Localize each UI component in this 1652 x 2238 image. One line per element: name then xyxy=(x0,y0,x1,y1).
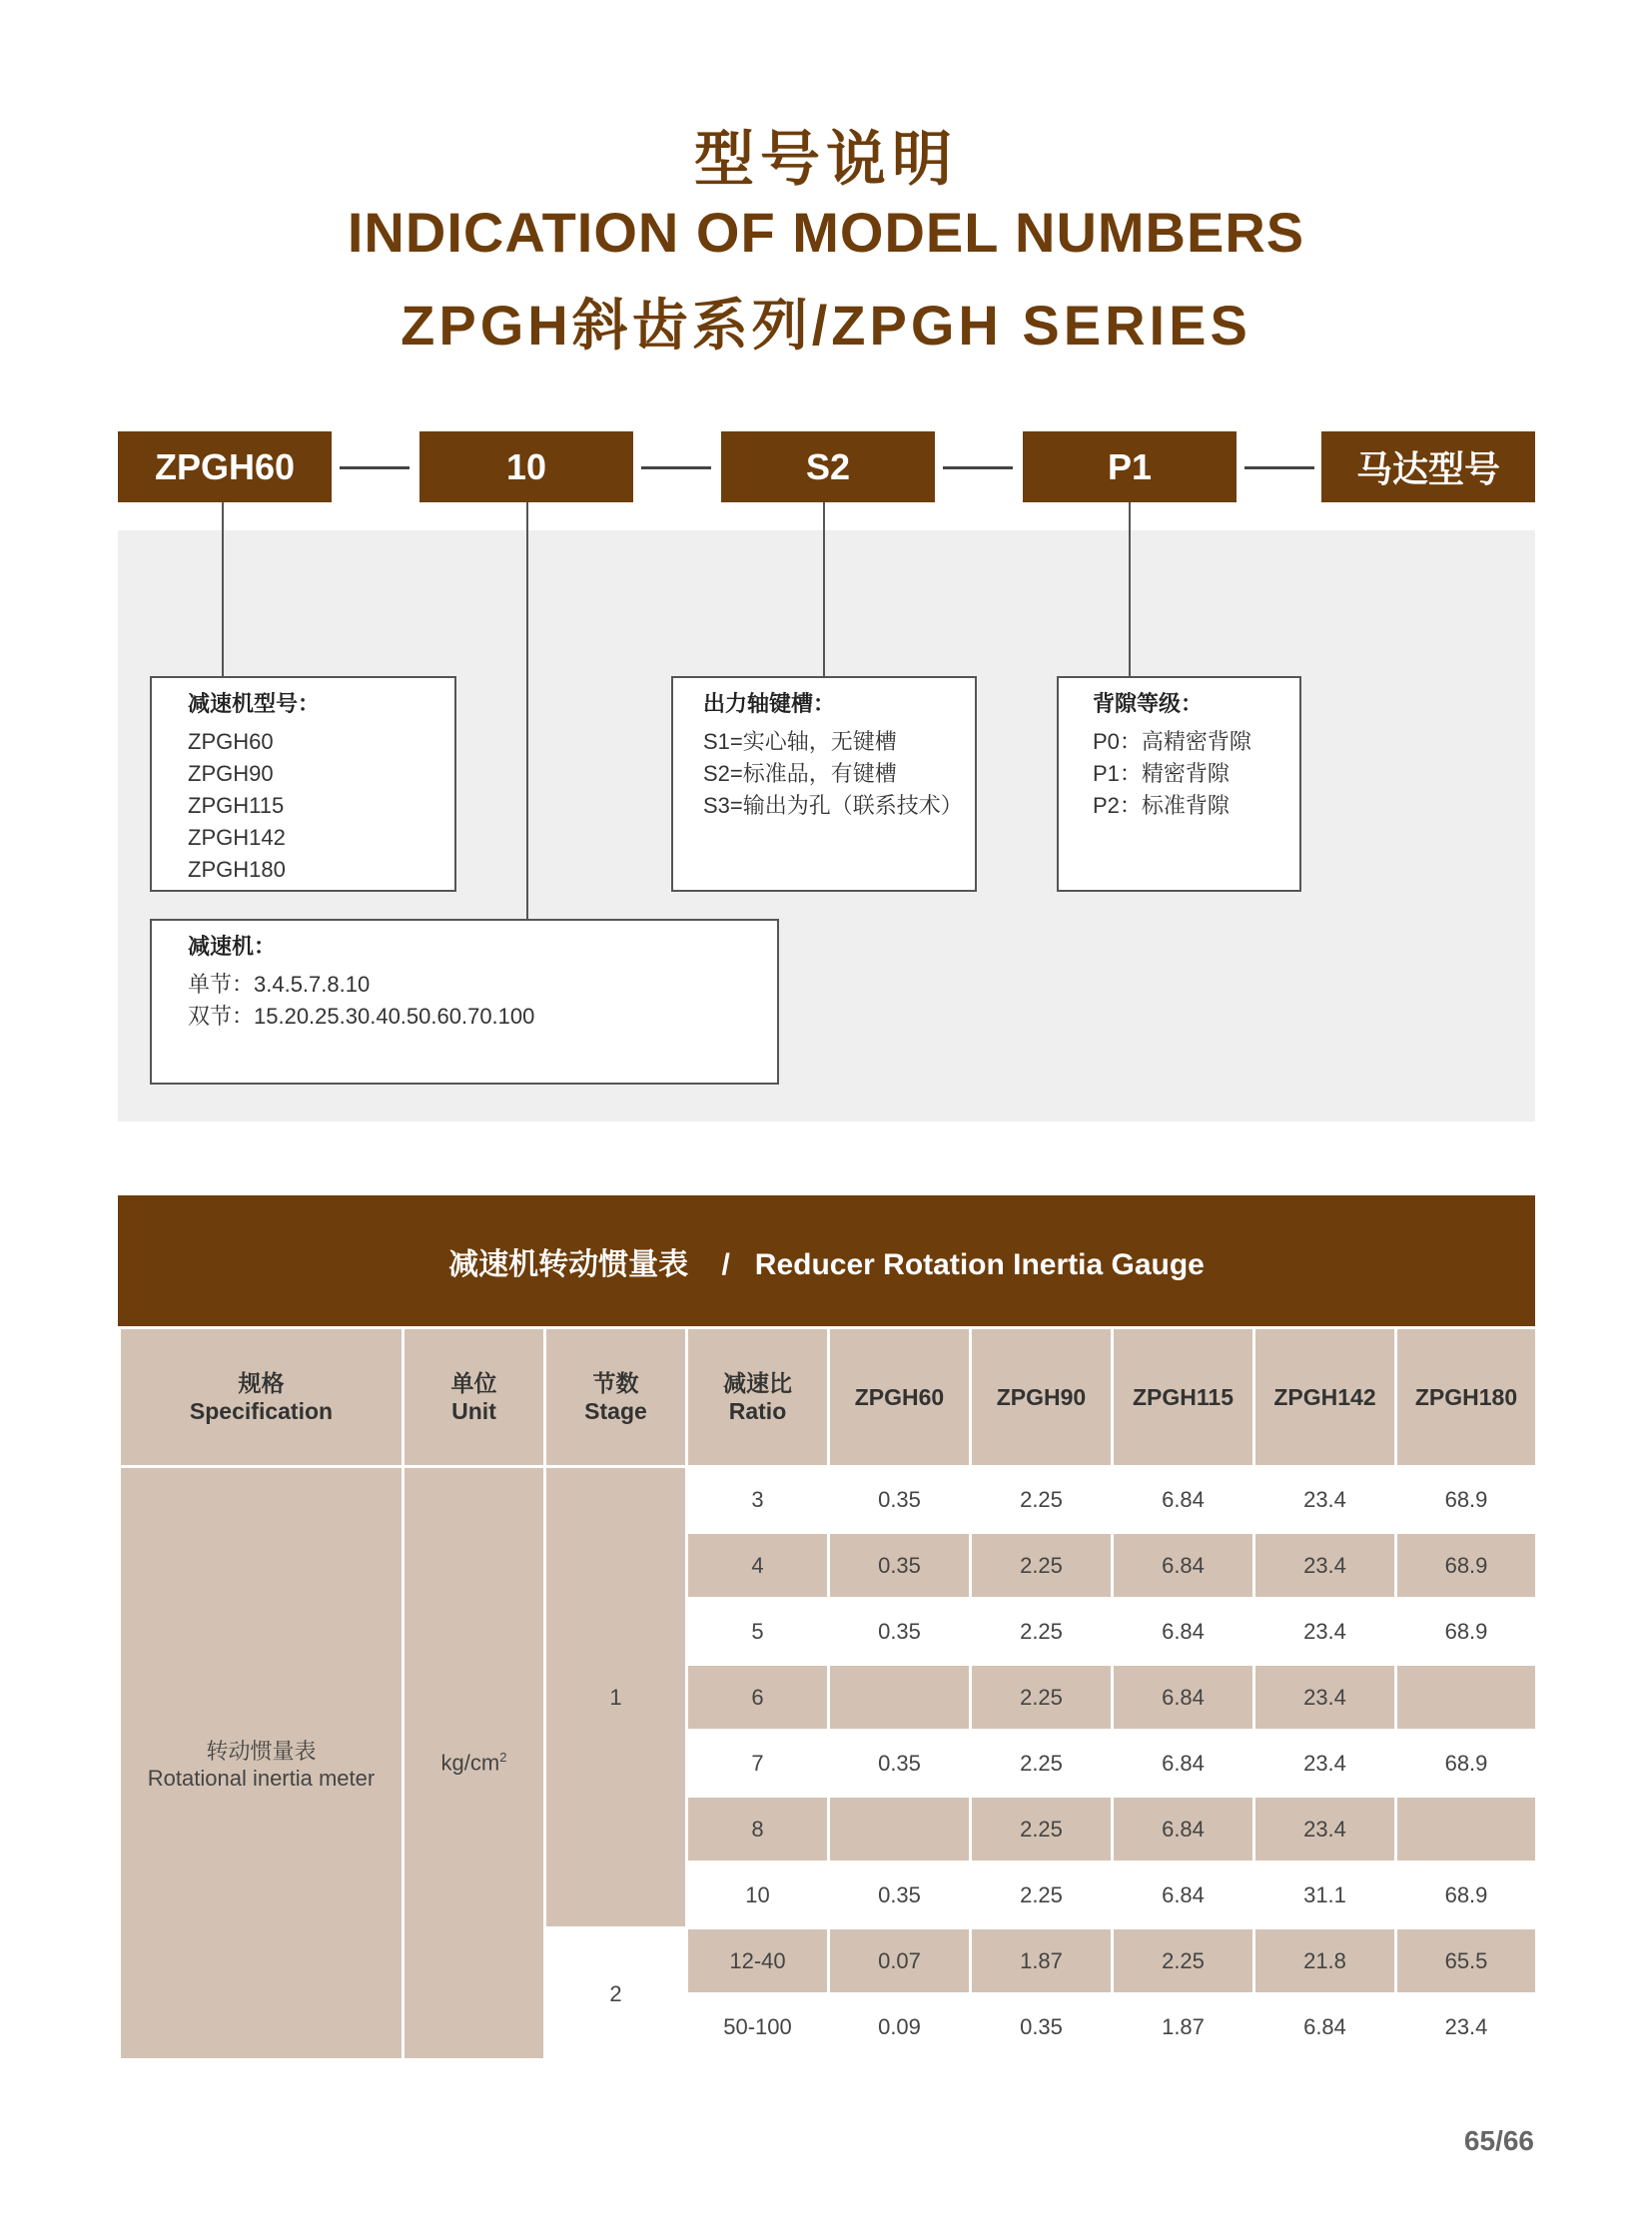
legend-backlash xyxy=(1057,676,1301,892)
legend-item: P0：高精密背隙 xyxy=(1093,729,1251,754)
value-cell: 0.35 xyxy=(971,1994,1113,2060)
table-title-text: 减速机转动惯量表 / Reducer Rotation Inertia Gauge xyxy=(448,1247,1205,1281)
ratio-cell: 5 xyxy=(687,1599,829,1665)
value-cell: 65.5 xyxy=(1396,1928,1537,1994)
value-cell: 68.9 xyxy=(1396,1467,1537,1533)
value-cell: 23.4 xyxy=(1254,1599,1396,1665)
value-cell: 6.84 xyxy=(1113,1467,1254,1533)
code-dash xyxy=(340,466,410,469)
value-cell: 68.9 xyxy=(1396,1731,1537,1797)
ratio-cell: 10 xyxy=(687,1863,829,1928)
header-zpgh60: ZPGH60 xyxy=(829,1328,971,1467)
value-cell: 2.25 xyxy=(971,1863,1113,1928)
code-motor: 马达型号 xyxy=(1321,431,1535,502)
value-cell: 1.87 xyxy=(971,1928,1113,1994)
header-spec: 规格 Specification xyxy=(120,1328,404,1467)
page-number: 65/66 xyxy=(1463,2125,1534,2156)
legend-item: ZPGH115 xyxy=(188,793,285,818)
code-model: ZPGH60 xyxy=(118,431,332,502)
header-stage: 节数 Stage xyxy=(545,1328,687,1467)
value-cell: 0.35 xyxy=(829,1533,971,1599)
ratio-cell: 6 xyxy=(687,1665,829,1731)
value-cell: 23.4 xyxy=(1254,1533,1396,1599)
value-cell: 0.09 xyxy=(829,1994,971,2060)
inertia-table xyxy=(118,1326,1538,2061)
value-cell: 6.84 xyxy=(1113,1797,1254,1863)
title-english: INDICATION OF MODEL NUMBERS xyxy=(347,201,1305,264)
table-row xyxy=(120,1467,1537,1533)
value-cell: 0.07 xyxy=(829,1928,971,1994)
value-cell xyxy=(1396,1665,1537,1731)
code-ratio: 10 xyxy=(419,431,633,502)
ratio-cell: 50-100 xyxy=(687,1994,829,2060)
value-cell: 23.4 xyxy=(1254,1665,1396,1731)
value-cell: 31.1 xyxy=(1254,1863,1396,1928)
table-title xyxy=(118,1195,1535,1326)
value-cell: 0.35 xyxy=(829,1599,971,1665)
value-cell: 68.9 xyxy=(1396,1863,1537,1928)
value-cell xyxy=(829,1797,971,1863)
value-cell: 23.4 xyxy=(1254,1797,1396,1863)
unit-cell: $kg/cm^2$ xyxy=(404,1467,545,2060)
legend-shaft-title: 出力轴键槽： xyxy=(703,691,836,716)
header-zpgh142: ZPGH142 xyxy=(1254,1328,1396,1467)
value-cell: 2.25 xyxy=(971,1467,1113,1533)
value-cell: 6.84 xyxy=(1113,1731,1254,1797)
value-cell: 6.84 xyxy=(1254,1994,1396,2060)
legend-item: P2：标准背隙 xyxy=(1093,793,1230,818)
value-cell: 1.87 xyxy=(1113,1994,1254,2060)
legend-shaft xyxy=(671,676,977,892)
code-dash xyxy=(641,466,711,469)
ratio-cell: 8 xyxy=(687,1797,829,1863)
code-backlash: P1 xyxy=(1023,431,1237,502)
header-zpgh115: ZPGH115 xyxy=(1113,1328,1254,1467)
legend-model xyxy=(150,676,456,892)
legend-item: ZPGH60 xyxy=(188,729,274,754)
spec-cell: 转动惯量表 Rotational inertia meter xyxy=(120,1467,404,2060)
value-cell: 2.25 xyxy=(971,1599,1113,1665)
value-cell: 0.35 xyxy=(829,1467,971,1533)
value-cell: 0.35 xyxy=(829,1863,971,1928)
value-cell xyxy=(829,1665,971,1731)
value-cell: 23.4 xyxy=(1254,1731,1396,1797)
legend-backlash-title: 背隙等级： xyxy=(1093,691,1204,716)
legend-model-title: 减速机型号： xyxy=(188,691,321,716)
legend-item: S2=标准品，有键槽 xyxy=(703,761,897,786)
title-series: ZPGH斜齿系列/ZPGH SERIES xyxy=(401,294,1251,357)
value-cell: 2.25 xyxy=(971,1731,1113,1797)
connector-backlash xyxy=(1129,502,1131,676)
value-cell: 2.25 xyxy=(971,1533,1113,1599)
code-dash xyxy=(943,466,1013,469)
value-cell: 68.9 xyxy=(1396,1599,1537,1665)
value-cell: 6.84 xyxy=(1113,1599,1254,1665)
stage-1-cell: 1 xyxy=(545,1467,687,1928)
table-header-row xyxy=(120,1328,1537,1467)
connector-ratio xyxy=(526,502,528,919)
ratio-cell: 12-40 xyxy=(687,1928,829,1994)
header-unit: 单位 Unit xyxy=(404,1328,545,1467)
value-cell: 2.25 xyxy=(971,1797,1113,1863)
code-shaft: S2 xyxy=(721,431,935,502)
title-chinese: 型号说明 xyxy=(694,126,958,193)
value-cell xyxy=(1396,1797,1537,1863)
legend-item: ZPGH90 xyxy=(188,761,274,786)
ratio-cell: 3 xyxy=(687,1467,829,1533)
ratio-cell: 7 xyxy=(687,1731,829,1797)
stage-2-cell: 2 xyxy=(545,1928,687,2060)
legend-item: S3=输出为孔（联系技术） xyxy=(703,793,963,818)
value-cell: 23.4 xyxy=(1396,1994,1537,2060)
header-zpgh90: ZPGH90 xyxy=(971,1328,1113,1467)
legend-ratio-title: 减速机： xyxy=(188,934,277,959)
connector-shaft xyxy=(823,502,825,676)
legend-item: 单节：3.4.5.7.8.10 xyxy=(188,972,371,997)
legend-item: P1：精密背隙 xyxy=(1093,761,1230,786)
value-cell: 6.84 xyxy=(1113,1665,1254,1731)
legend-ratio xyxy=(150,919,779,1085)
legend-item: ZPGH142 xyxy=(188,825,286,850)
legend-item: ZPGH180 xyxy=(188,857,286,882)
value-cell: 68.9 xyxy=(1396,1533,1537,1599)
value-cell: 23.4 xyxy=(1254,1467,1396,1533)
value-cell: 0.35 xyxy=(829,1731,971,1797)
value-cell: 2.25 xyxy=(971,1665,1113,1731)
value-cell: 6.84 xyxy=(1113,1863,1254,1928)
connector-model xyxy=(222,502,224,676)
legend-item: S1=实心轴，无键槽 xyxy=(703,729,897,754)
value-cell: 6.84 xyxy=(1113,1533,1254,1599)
header-ratio: 减速比 Ratio xyxy=(687,1328,829,1467)
value-cell: 21.8 xyxy=(1254,1928,1396,1994)
code-dash xyxy=(1244,466,1314,469)
value-cell: 2.25 xyxy=(1113,1928,1254,1994)
legend-item: 双节：15.20.25.30.40.50.60.70.100 xyxy=(188,1004,535,1029)
header-zpgh180: ZPGH180 xyxy=(1396,1328,1537,1467)
ratio-cell: 4 xyxy=(687,1533,829,1599)
